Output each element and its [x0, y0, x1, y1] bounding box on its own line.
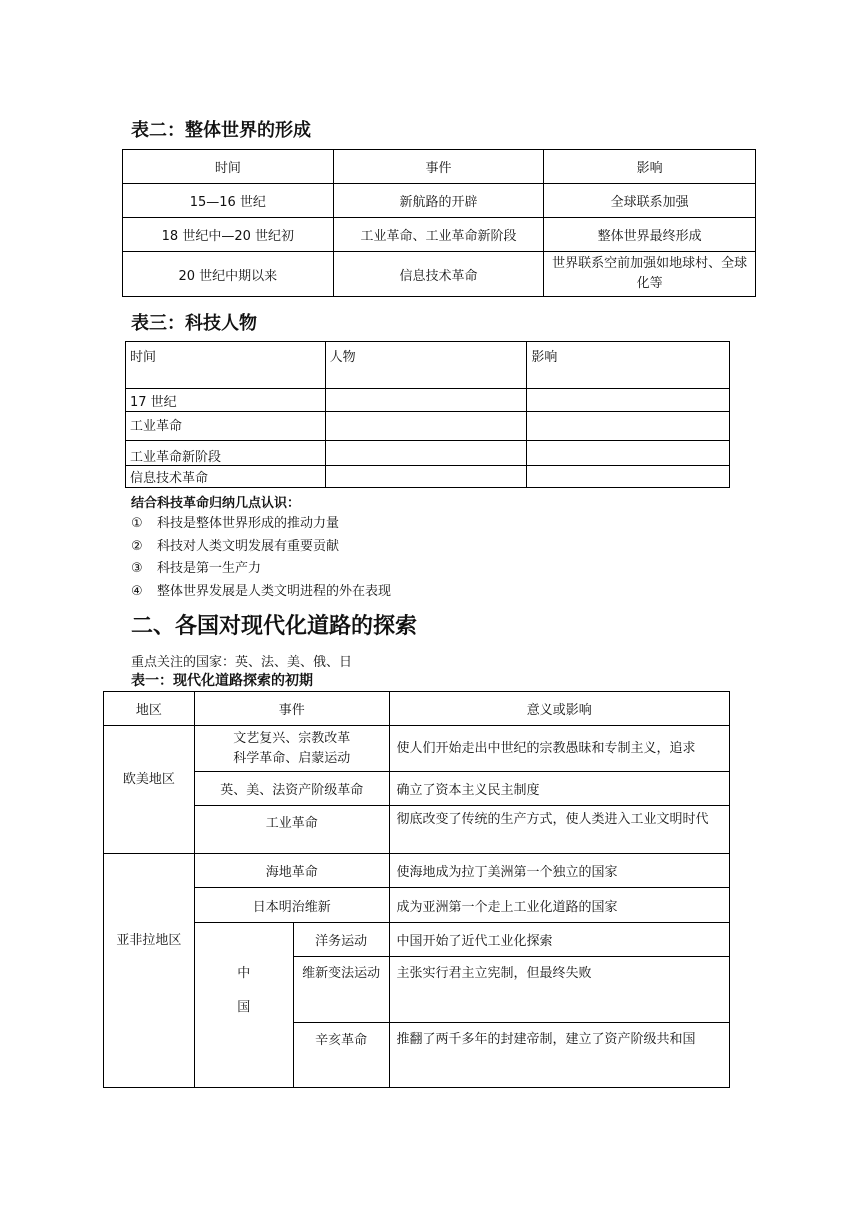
table3-empty-cell	[527, 441, 730, 466]
table1-effect: 中国开始了近代工业化探索	[389, 923, 729, 957]
table1-header-effect: 意义或影响	[389, 692, 729, 726]
summary-item-number: ③	[131, 561, 143, 576]
table1-event: 英、美、法资产阶级革命	[194, 772, 389, 806]
table1-event: 洋务运动	[293, 923, 389, 957]
table2-cell: 工业革命、工业革命新阶段	[333, 218, 544, 252]
table3-empty-cell	[527, 389, 730, 412]
table1-effect: 主张实行君主立宪制，但最终失败	[389, 957, 729, 1023]
summary-item-number: ②	[131, 538, 143, 554]
table3-empty-cell	[325, 466, 527, 488]
table3-header-person: 人物	[325, 342, 527, 389]
table1-event: 文艺复兴、宗教改革 科学革命、启蒙运动	[194, 726, 389, 772]
table1-event: 日本明治维新	[194, 888, 389, 923]
table2-header-time: 时间	[123, 150, 334, 184]
table3	[125, 341, 730, 488]
summary-item	[131, 536, 391, 559]
table3-row-label: 工业革命	[126, 412, 326, 441]
table2-title: 表二：整体世界的形成	[131, 120, 311, 141]
table1-effect: 推翻了两千多年的封建帝制，建立了资产阶级共和国	[389, 1023, 729, 1088]
table1-effect: 使海地成为拉丁美洲第一个独立的国家	[389, 854, 729, 888]
table2-cell: 世界联系空前加强如地球村、全球化等	[544, 252, 756, 297]
section2-focus: 重点关注的国家：英、法、美、俄、日	[131, 655, 353, 670]
table1-effect: 确立了资本主义民主制度	[389, 772, 729, 806]
table1-region-asia-africa-latin: 亚非拉地区	[104, 854, 195, 1088]
table1-event: 海地革命	[194, 854, 389, 888]
table3-row-label: 信息技术革命	[126, 466, 326, 488]
table2	[122, 149, 756, 297]
table1	[103, 691, 730, 1088]
summary-item-text: 科技对人类文明发展有重要贡献	[157, 538, 340, 554]
table1-event: 辛亥革命	[293, 1023, 389, 1088]
table3-row-label: 17 世纪	[126, 389, 326, 412]
table1-effect: 彻底改变了传统的生产方式，使人类进入工业文明时代	[389, 806, 729, 854]
table3-title: 表三：科技人物	[131, 313, 257, 334]
summary-item	[131, 513, 391, 536]
table1-header-region: 地区	[104, 692, 195, 726]
table2-cell: 新航路的开辟	[333, 184, 544, 218]
table3-empty-cell	[527, 412, 730, 441]
table3-header-impact: 影响	[527, 342, 730, 389]
table2-cell: 20 世纪中期以来	[123, 252, 334, 297]
summary-title: 结合科技革命归纳几点认识：	[131, 496, 301, 511]
table1-header-event: 事件	[194, 692, 389, 726]
summary-item	[131, 581, 391, 604]
summary-item-number: ①	[131, 516, 143, 531]
table3-empty-cell	[527, 466, 730, 488]
table2-cell: 信息技术革命	[333, 252, 544, 297]
summary-item-text: 科技是第一生产力	[157, 561, 262, 576]
table1-china: 中 国	[194, 923, 293, 1088]
table1-region-euro-america: 欧美地区	[104, 726, 195, 854]
table3-row-label: 工业革命新阶段	[126, 441, 326, 466]
table1-event: 工业革命	[194, 806, 389, 854]
table1-title: 表一：现代化道路探索的初期	[131, 673, 313, 689]
table1-event: 维新变法运动	[293, 957, 389, 1023]
table3-empty-cell	[325, 389, 527, 412]
table3-empty-cell	[325, 441, 527, 466]
table1-effect: 成为亚洲第一个走上工业化道路的国家	[389, 888, 729, 923]
summary-item	[131, 558, 391, 581]
table3-empty-cell	[325, 412, 527, 441]
table2-cell: 15—16 世纪	[123, 184, 334, 218]
table3-header-time: 时间	[126, 342, 326, 389]
table2-cell: 18 世纪中—20 世纪初	[123, 218, 334, 252]
summary-list	[131, 513, 391, 603]
summary-item-text: 科技是整体世界形成的推动力量	[157, 516, 340, 531]
table2-header-event: 事件	[333, 150, 544, 184]
table2-cell: 整体世界最终形成	[544, 218, 756, 252]
table2-cell: 全球联系加强	[544, 184, 756, 218]
summary-item-number: ④	[131, 583, 143, 599]
table2-header-impact: 影响	[544, 150, 756, 184]
section2-title: 二、各国对现代化道路的探索	[131, 614, 418, 639]
summary-item-text: 整体世界发展是人类文明进程的外在表现	[157, 583, 392, 599]
table1-effect: 使人们开始走出中世纪的宗教愚昧和专制主义，追求	[389, 726, 729, 772]
